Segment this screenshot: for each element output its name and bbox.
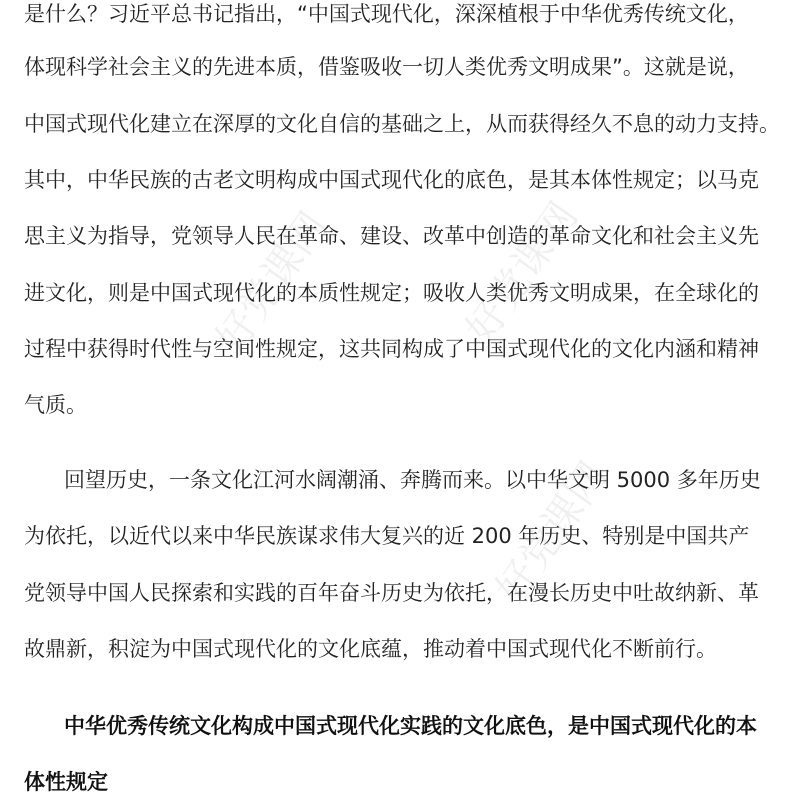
paragraph-1-line-2: 体现科学社会主义的先进本质，借鉴吸收一切人类优秀文明成果”。这就是说， bbox=[24, 55, 749, 79]
section-heading-line-2: 体性规定 bbox=[24, 770, 108, 794]
paragraph-1-line-8: 气质。 bbox=[24, 393, 87, 417]
paragraph-2-line-1: 回望历史，一条文化江河水阔潮涌、奔腾而来。以中华文明 5000 多年历史 bbox=[64, 468, 761, 492]
paragraph-2-line-2: 为依托，以近代以来中华民族谋求伟大复兴的近 200 年历史、特别是中国共产 bbox=[24, 524, 750, 548]
watermark: 好党课网 bbox=[487, 454, 617, 612]
paragraph-1-line-4: 其中，中华民族的古老文明构成中国式现代化的底色，是其本体性规定；以马克 bbox=[24, 168, 759, 192]
paragraph-1-line-7: 过程中获得时代性与空间性规定，这共同构成了中国式现代化的文化内涵和精神 bbox=[24, 337, 759, 361]
paragraph-1-line-3: 中国式现代化建立在深厚的文化自信的基础之上，从而获得经久不息的动力支持。 bbox=[24, 112, 780, 136]
paragraph-2-line-3: 党领导中国人民探索和实践的百年奋斗历史为依托，在漫长历史中吐故纳新、革 bbox=[24, 581, 759, 605]
paragraph-1-line-6: 进文化，则是中国式现代化的本质性规定；吸收人类优秀文明成果，在全球化的 bbox=[24, 281, 759, 305]
paragraph-1-line-5: 思主义为指导，党领导人民在革命、建设、改革中创造的革命文化和社会主义先 bbox=[24, 224, 759, 248]
paragraph-2-line-4: 故鼎新，积淀为中国式现代化的文化底蕴，推动着中国式现代化不断前行。 bbox=[24, 637, 717, 661]
watermark: 好党课网 bbox=[207, 204, 337, 362]
section-heading-line-1: 中华优秀传统文化构成中国式现代化实践的文化底色，是中国式现代化的本 bbox=[64, 714, 757, 738]
watermark: 好党课网 bbox=[457, 194, 587, 352]
paragraph-1-line-1: 是什么？习近平总书记指出，“中国式现代化，深深植根于中华优秀传统文化， bbox=[24, 2, 749, 26]
